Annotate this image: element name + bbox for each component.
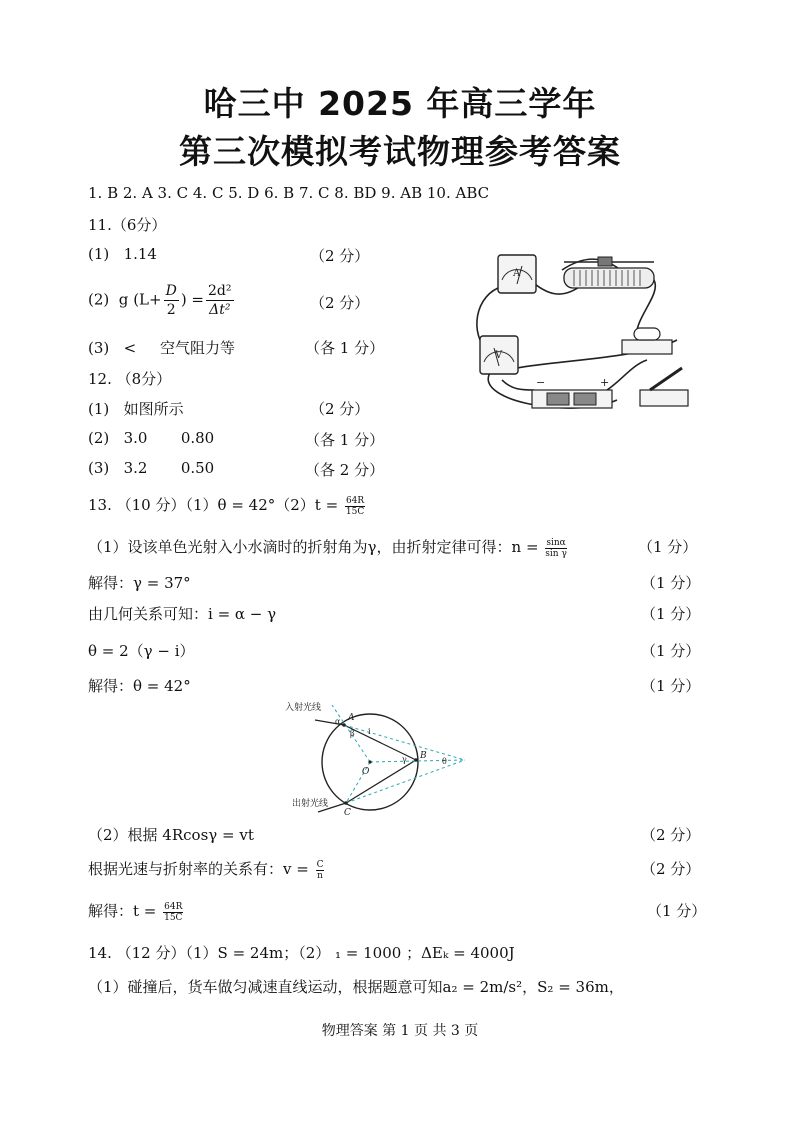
switch	[640, 368, 688, 406]
label-theta: θ	[442, 757, 447, 766]
label-alpha: α	[335, 717, 341, 726]
q13-line-8-score: （1 分）	[647, 902, 707, 920]
q13-line-8	[88, 900, 185, 923]
q13-header-text: 13. （10 分）（1）θ = 42°（2）t =	[88, 496, 339, 514]
q14-line-1: （1）碰撞后，货车做匀减速直线运动，根据题意可知a₂ = 2m/s²，S₂ = 36m，	[88, 978, 624, 996]
q13-line-7-score: （2 分）	[641, 860, 701, 878]
label-incident: 入射光线	[285, 703, 322, 713]
q13-line-6: （2）根据 4Rcosγ = vt	[88, 826, 254, 844]
mc-answers: 1. B 2. A 3. C 4. C 5. D 6. B 7. C 8. BD 9. AB 10. ABC	[88, 184, 490, 202]
q11-p3-score: （各 1 分）	[305, 339, 385, 357]
q12-p3	[88, 459, 214, 477]
q11-p2	[88, 282, 236, 319]
q14-header: 14. （12 分）（1）S = 24m；（2） ₁ = 1000 ；ΔEₖ = 4000J	[88, 944, 515, 962]
point-b	[414, 758, 418, 762]
q13-line-3: 由几何关系可知：i = α − γ	[88, 605, 277, 623]
q12-p2-label: (2)	[88, 429, 110, 447]
q11-p2-frac-rhs: $\frac{\text{2d²}}{\text{Δt²}}$	[208, 283, 232, 318]
q13-line-8-frac: $\frac{64R}{15C}$	[164, 901, 183, 923]
battery	[532, 376, 612, 408]
title-line-2: 第三次模拟考试物理参考答案	[179, 132, 621, 171]
q11-p1	[88, 245, 157, 263]
q13-line-1-score: （1 分）	[638, 538, 698, 556]
q11-p3-label: (3)	[88, 339, 110, 357]
label-b: B	[420, 751, 427, 761]
q11-p3-text: 空气阻力等	[159, 339, 235, 357]
voltmeter-label: V	[495, 350, 503, 361]
q11-p2-frac-d: $\frac{D}{2}$	[165, 283, 177, 318]
q13-header	[88, 494, 367, 517]
q13-line-1	[88, 536, 569, 559]
q13-line-7	[88, 858, 326, 881]
circuit-figure	[462, 240, 697, 425]
ammeter	[498, 255, 536, 293]
voltmeter	[480, 336, 518, 374]
label-o: O	[362, 767, 370, 777]
q11-header: 11.（6分）	[88, 216, 167, 234]
q13-line-2-score: （1 分）	[641, 574, 701, 592]
q12-p1-value: 如图所示	[123, 400, 184, 418]
q13-line-6-score: （2 分）	[641, 826, 701, 844]
wire	[502, 380, 534, 390]
q11-p1-label: (1)	[88, 245, 110, 263]
q13-line-7-frac: $\frac{C}{n}$	[316, 859, 324, 881]
q11-p1-score: （2 分）	[310, 247, 370, 265]
q12-p1-score: （2 分）	[310, 400, 370, 418]
point-c	[344, 801, 348, 805]
label-a: A	[348, 713, 355, 723]
q13-line-5-score: （1 分）	[641, 677, 701, 695]
q12-p2-score: （各 1 分）	[305, 431, 385, 449]
q13-line-2: 解得：γ = 37°	[88, 574, 191, 592]
q13-line-4: θ = 2（γ − i）	[88, 642, 195, 660]
center-dot	[368, 760, 371, 763]
q11-p2-L: (L+	[133, 290, 162, 309]
q13-header-frac: $\frac{64R}{15C}$	[345, 495, 365, 517]
q13-line-3-score: （1 分）	[641, 605, 701, 623]
battery-plus: +	[600, 376, 610, 389]
raindrop-figure	[280, 700, 480, 820]
q12-p3-score: （各 2 分）	[305, 461, 385, 479]
q12-p1	[88, 398, 184, 419]
q12-p2-value2: 0.80	[180, 429, 215, 447]
q11-p2-label: (2)	[88, 290, 110, 309]
q11-p2-close: ) =	[180, 290, 205, 309]
wire	[607, 360, 647, 390]
q11-p2-score: （2 分）	[310, 294, 370, 312]
reflected-ray-bc	[346, 760, 416, 803]
point-a	[342, 723, 346, 727]
q12-header: 12. （8分）	[88, 370, 172, 388]
q11-p2-g: g	[118, 290, 129, 309]
q13-line-4-score: （1 分）	[641, 642, 701, 660]
q12-p2	[88, 429, 214, 447]
page-footer: 物理答案 第 1 页 共 3 页	[321, 1023, 479, 1039]
q13-line-1-frac: $\frac{\sin\alpha}{\text{sin γ}}$	[545, 537, 567, 559]
q13-line-1-text: （1）设该单色光射入小水滴时的折射角为γ，由折射定律可得：n =	[88, 538, 539, 556]
label-c: C	[344, 808, 351, 818]
q13-line-7-text: 根据光速与折射率的关系有：v =	[88, 860, 309, 878]
q12-p1-label: (1)	[88, 400, 110, 418]
q12-p3-value2: 0.50	[180, 459, 215, 477]
label-i: i	[368, 727, 371, 736]
q11-p1-value: 1.14	[123, 245, 157, 263]
q12-p3-value: 3.2	[123, 459, 148, 477]
label-beta: β	[350, 729, 355, 738]
q11-p3	[88, 337, 235, 358]
ammeter-label: A	[513, 268, 521, 279]
rheostat	[564, 257, 654, 288]
q12-p3-label: (3)	[88, 459, 110, 477]
resistor	[622, 328, 672, 354]
title-line-1: 哈三中 2025 年高三学年	[203, 84, 597, 123]
q13-line-8-text: 解得：t =	[88, 902, 157, 920]
q13-line-5: 解得：θ = 42°	[88, 677, 191, 695]
q11-p3-value: <	[123, 339, 137, 357]
battery-minus: −	[536, 376, 546, 389]
label-outgoing: 出射光线	[292, 799, 329, 809]
q12-p2-value: 3.0	[123, 429, 148, 447]
label-gamma: γ	[402, 755, 407, 764]
